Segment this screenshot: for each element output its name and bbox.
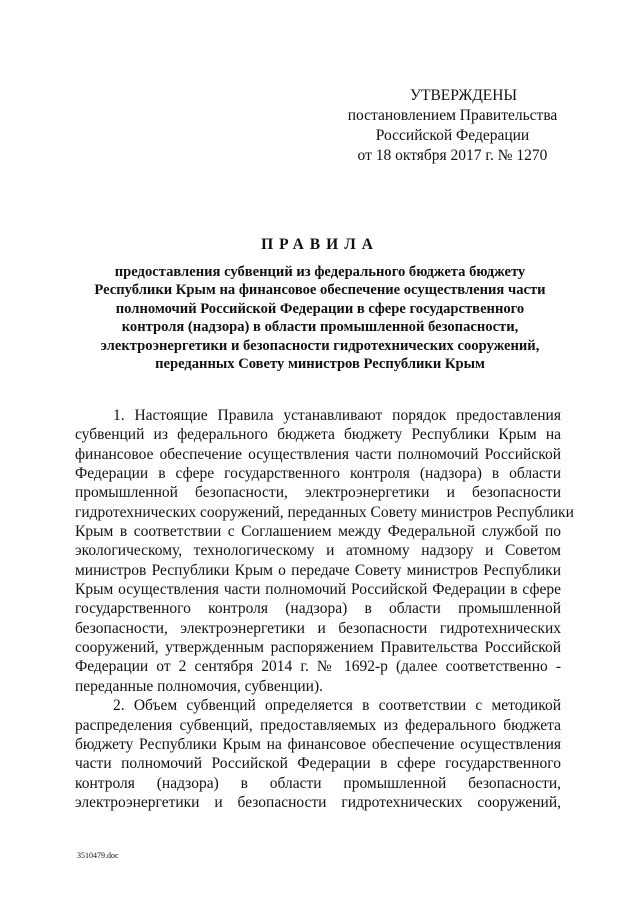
paragraph-line: распределения субвенций, предоставляемых из федерального бюджета bbox=[75, 716, 561, 734]
paragraph-line: части полномочий Российской Федерации в сфере государственного bbox=[75, 755, 561, 773]
paragraph-line: 1. Настоящие Правила устанавливают порядок предоставления bbox=[113, 407, 561, 424]
document-title: ПРАВИЛА bbox=[261, 236, 379, 253]
subtitle-line: Республики Крым на финансовое обеспечение осуществления части bbox=[94, 282, 546, 299]
subtitle-line: переданных Совету министров Республики Крым bbox=[155, 356, 485, 373]
subtitle-line: предоставления субвенций из федерального бюджета бюджету bbox=[114, 264, 526, 280]
paragraph-line: сооружений, утвержденным распоряжением Правительства Российской bbox=[75, 639, 561, 657]
paragraph-line: электроэнергетики и безопасности гидротехнических сооружений, bbox=[75, 793, 561, 811]
paragraph-1 bbox=[75, 406, 574, 696]
paragraph-line: Крым осуществления части полномочий Российской Федерации в сфере bbox=[75, 581, 561, 599]
document-subtitle bbox=[60, 263, 580, 373]
approval-block bbox=[300, 86, 605, 166]
paragraph-line: контроля (надзора) в области промышленной безопасности, bbox=[75, 774, 561, 792]
paragraph-line: Федерации от 2 сентября 2014 г. № 1692-р (далее соответственно - bbox=[75, 658, 561, 676]
subtitle-line: полномочий Российской Федерации в сфере государственного bbox=[115, 300, 525, 317]
approval-heading: УТВЕРЖДЕНЫ bbox=[410, 87, 517, 104]
paragraph-line: промышленной безопасности, электроэнергетики и безопасности bbox=[75, 484, 561, 502]
paragraph-line: гидротехнических сооружений, переданных Совету министров Республики bbox=[75, 503, 574, 521]
paragraph-line: Крым в соответствии с Соглашением между Федеральной службой по bbox=[75, 523, 561, 541]
document-body bbox=[75, 406, 574, 812]
subtitle-line: контроля (надзора) в области промышленной безопасности, bbox=[121, 319, 519, 336]
paragraph-line: субвенций из федерального бюджета бюджету Республики Крым на bbox=[75, 426, 561, 444]
paragraph-line: экологическому, технологическому и атомному надзору и Советом bbox=[75, 542, 561, 560]
paragraph-line: министров Республики Крым о передаче Совету министров Республики bbox=[75, 561, 561, 579]
approval-line: от 18 октября 2017 г. № 1270 bbox=[357, 147, 548, 164]
paragraph-line: финансовое обеспечение осуществления части полномочий Российской bbox=[75, 445, 561, 463]
file-reference: 3510479.doc bbox=[77, 851, 119, 860]
paragraph-line: переданные полномочия, субвенции). bbox=[75, 677, 324, 695]
paragraph-2 bbox=[75, 696, 561, 812]
paragraph-line: безопасности, электроэнергетики и безопасности гидротехнических bbox=[75, 619, 561, 637]
approval-line: Российской Федерации bbox=[375, 127, 530, 144]
paragraph-line: государственного контроля (надзора) в области промышленной bbox=[75, 600, 561, 618]
paragraph-line: бюджету Республики Крым на финансовое обеспечение осуществления bbox=[75, 735, 561, 753]
approval-line: постановлением Правительства bbox=[347, 107, 558, 124]
paragraph-line: Федерации в сфере государственного контроля (надзора) в области bbox=[75, 465, 561, 483]
subtitle-line: электроэнергетики и безопасности гидротехнических сооружений, bbox=[100, 337, 540, 354]
paragraph-line: 2. Объем субвенций определяется в соответствии с методикой bbox=[113, 697, 561, 715]
